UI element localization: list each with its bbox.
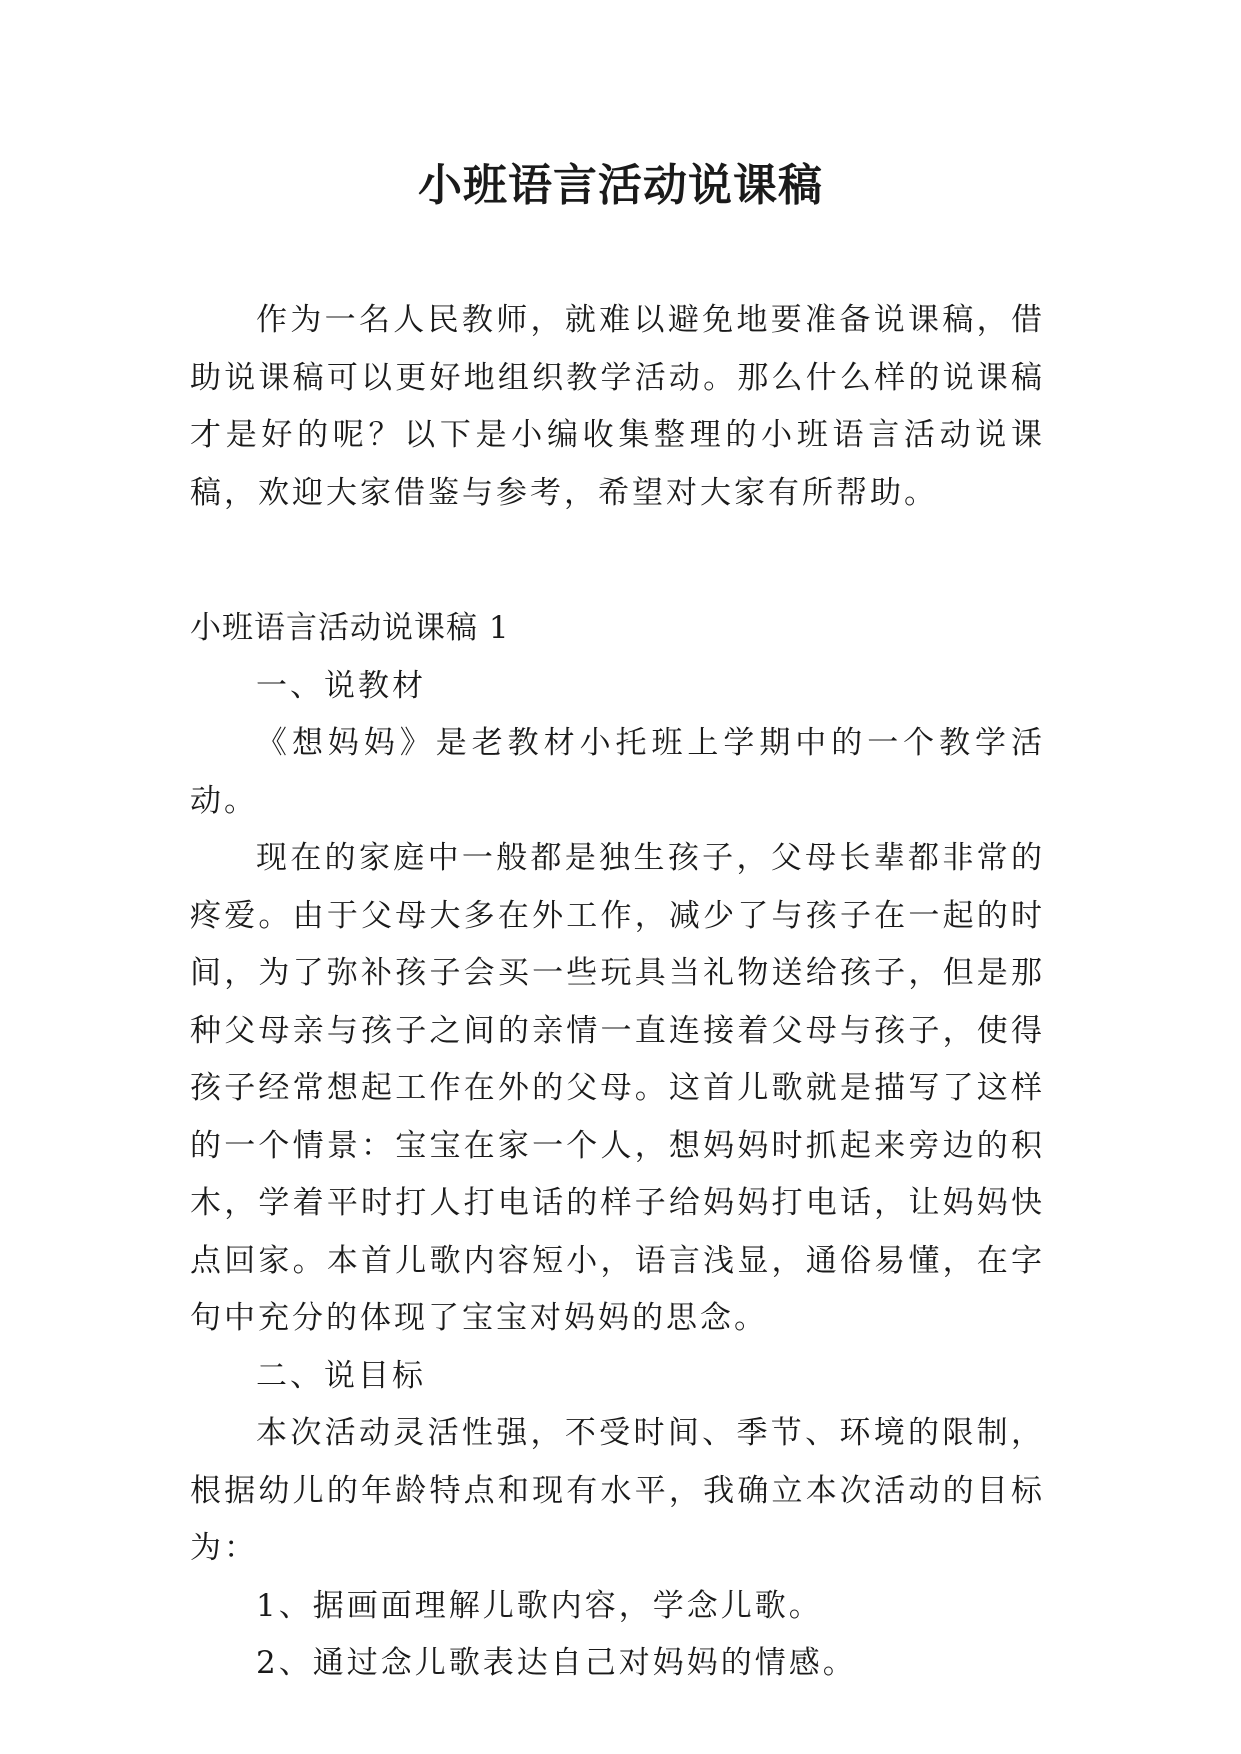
section-title: 小班语言活动说课稿 1 <box>190 610 510 646</box>
part1-paragraph-1: 《想妈妈》是老教材小托班上学期中的一个教学活动。 <box>190 725 1045 819</box>
part1-paragraph-2: 现在的家庭中一般都是独生孩子，父母长辈都非常的疼爱。由于父母大多在外工作，减少了与孩子在一起的时间，为了弥补孩子会买一些玩具当礼物送给孩子，但是那种父母亲与孩子之间的亲情一直连接着父母与孩子，使得孩子经常想起工作在外的父母。这首儿歌就是描写了这样的一个情景：宝宝在家一个人，想妈妈时抓起来旁边的积木，学着平时打人打电话的样子给妈妈打电话，让妈妈快点回家。本首儿歌内容短小，语言浅显，通俗易懂，在字句中充分的体现了宝宝对妈妈的思念。 <box>190 840 1045 1336</box>
document-title: 小班语言活动说课稿 <box>418 160 823 211</box>
intro-paragraph: 作为一名人民教师，就难以避免地要准备说课稿，借助说课稿可以更好地组织教学活动。那么什么样的说课稿才是好的呢？以下是小编收集整理的小班语言活动说课稿，欢迎大家借鉴与参考，希望对大家有所帮助。 <box>190 302 1045 511</box>
document-body <box>190 292 1045 1693</box>
part1-heading: 一、说教材 <box>256 667 426 704</box>
goal-item-2: 2、通过念儿歌表达自己对妈妈的情感。 <box>256 1645 857 1681</box>
part2-heading: 二、说目标 <box>256 1357 426 1394</box>
goal-item-1: 1、据画面理解儿歌内容，学念儿歌。 <box>256 1587 823 1624</box>
part2-paragraph-1: 本次活动灵活性强，不受时间、季节、环境的限制，根据幼儿的年龄特点和现有水平，我确立本次活动的目标为： <box>190 1415 1045 1566</box>
